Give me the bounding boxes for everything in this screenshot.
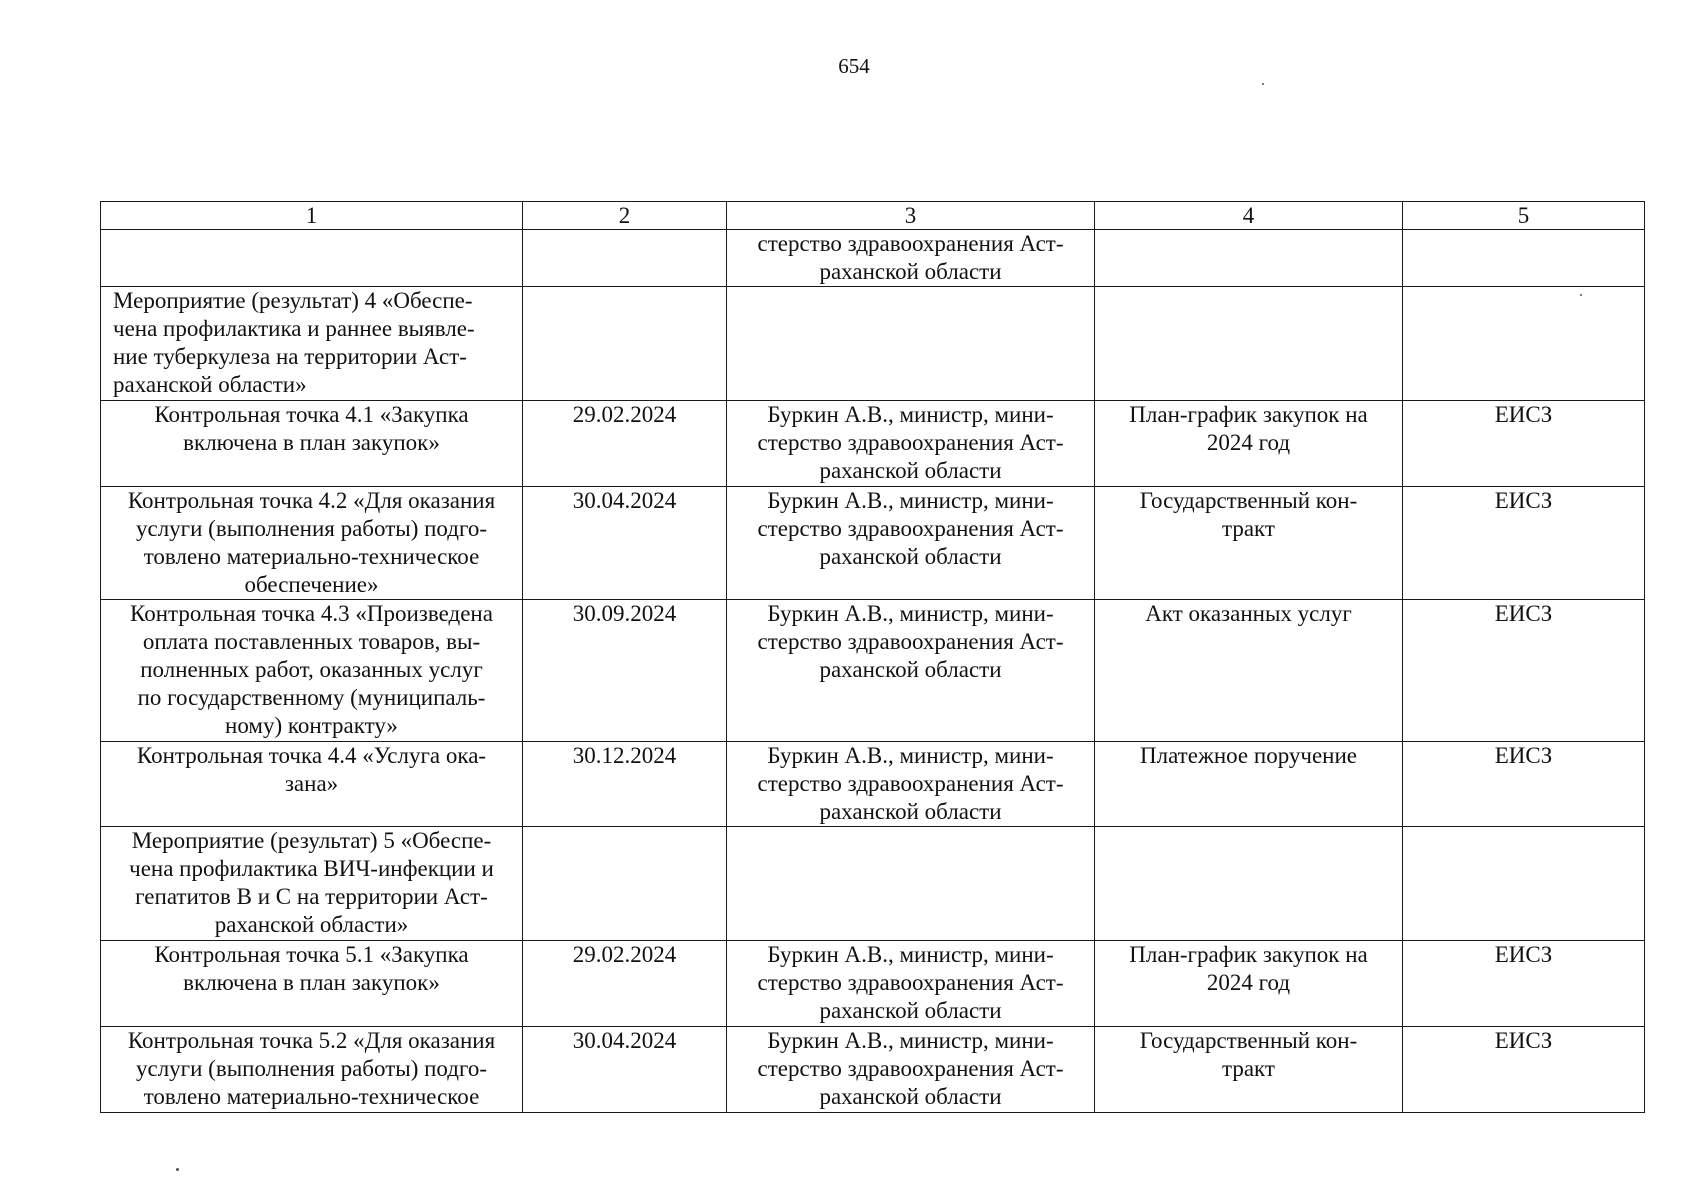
event-cell: Контрольная точка 5.1 «Закупка включена в план закупок» [101,941,523,1027]
event-cell: Контрольная точка 4.2 «Для оказания услуги (выполнения работы) подго- товлено материально-техническое обеспечение» [101,487,523,600]
event-cell [101,230,523,287]
date-cell [523,230,727,287]
table-row [101,287,1645,401]
table-row [101,941,1645,1027]
document-cell [1095,827,1403,941]
responsible-cell: Буркин А.В., министр, мини- стерство здравоохранения Аст- раханской области [727,401,1095,487]
document-cell: Акт оказанных услуг [1095,600,1403,742]
system-cell: ЕИСЗ [1403,941,1645,1027]
responsible-cell: Буркин А.В., министр, мини- стерство здравоохранения Аст- раханской области [727,487,1095,600]
date-cell: 29.02.2024 [523,401,727,487]
date-cell [523,287,727,401]
date-cell: 30.04.2024 [523,1027,727,1113]
event-cell: Мероприятие (результат) 4 «Обеспе- чена профилактика и раннее выявле- ние туберкулеза на территории Аст- раханской области» [101,287,523,401]
table-header-row [101,202,1645,230]
responsible-cell: Буркин А.В., министр, мини- стерство здравоохранения Аст- раханской области [727,742,1095,827]
system-cell [1403,827,1645,941]
schedule-table [100,201,1645,1113]
document-cell: План-график закупок на 2024 год [1095,941,1403,1027]
responsible-cell: Буркин А.В., министр, мини- стерство здравоохранения Аст- раханской области [727,600,1095,742]
date-cell [523,827,727,941]
event-cell: Контрольная точка 5.2 «Для оказания услуги (выполнения работы) подго- товлено материально-техническое [101,1027,523,1113]
column-header: 5 [1403,202,1645,230]
event-cell: Контрольная точка 4.1 «Закупка включена в план закупок» [101,401,523,487]
document-cell [1095,287,1403,401]
document-cell: План-график закупок на 2024 год [1095,401,1403,487]
document-cell [1095,230,1403,287]
document-cell: Государственный кон- тракт [1095,487,1403,600]
table-row [101,600,1645,742]
responsible-cell [727,287,1095,401]
page-number: 654 [838,54,870,78]
date-cell: 30.12.2024 [523,742,727,827]
scan-speck [176,1168,179,1171]
system-cell: ЕИСЗ [1403,600,1645,742]
system-cell [1403,287,1645,401]
table-row [101,1027,1645,1113]
document-cell: Платежное поручение [1095,742,1403,827]
responsible-cell: Буркин А.В., министр, мини- стерство здравоохранения Аст- раханской области [727,941,1095,1027]
event-cell: Мероприятие (результат) 5 «Обеспе- чена профилактика ВИЧ-инфекции и гепатитов В и С на территории Аст- раханской области» [101,827,523,941]
scan-speck [1262,83,1264,85]
document-cell: Государственный кон- тракт [1095,1027,1403,1113]
table-row [101,742,1645,827]
responsible-cell: Буркин А.В., министр, мини- стерство здравоохранения Аст- раханской области [727,1027,1095,1113]
column-header: 1 [101,202,523,230]
date-cell: 30.09.2024 [523,600,727,742]
column-header: 4 [1095,202,1403,230]
event-cell: Контрольная точка 4.4 «Услуга ока- зана» [101,742,523,827]
date-cell: 29.02.2024 [523,941,727,1027]
table-row [101,827,1645,941]
system-cell: ЕИСЗ [1403,401,1645,487]
table-row [101,487,1645,600]
responsible-cell: стерство здравоохранения Аст- раханской области [727,230,1095,287]
responsible-cell [727,827,1095,941]
table-row [101,401,1645,487]
date-cell: 30.04.2024 [523,487,727,600]
column-header: 2 [523,202,727,230]
table-row [101,230,1645,287]
system-cell [1403,230,1645,287]
system-cell: ЕИСЗ [1403,1027,1645,1113]
system-cell: ЕИСЗ [1403,487,1645,600]
column-header: 3 [727,202,1095,230]
system-cell: ЕИСЗ [1403,742,1645,827]
event-cell: Контрольная точка 4.3 «Произведена оплата поставленных товаров, вы- полненных работ, оказанных услуг по государственному (муниципаль- ному) контракту» [101,600,523,742]
